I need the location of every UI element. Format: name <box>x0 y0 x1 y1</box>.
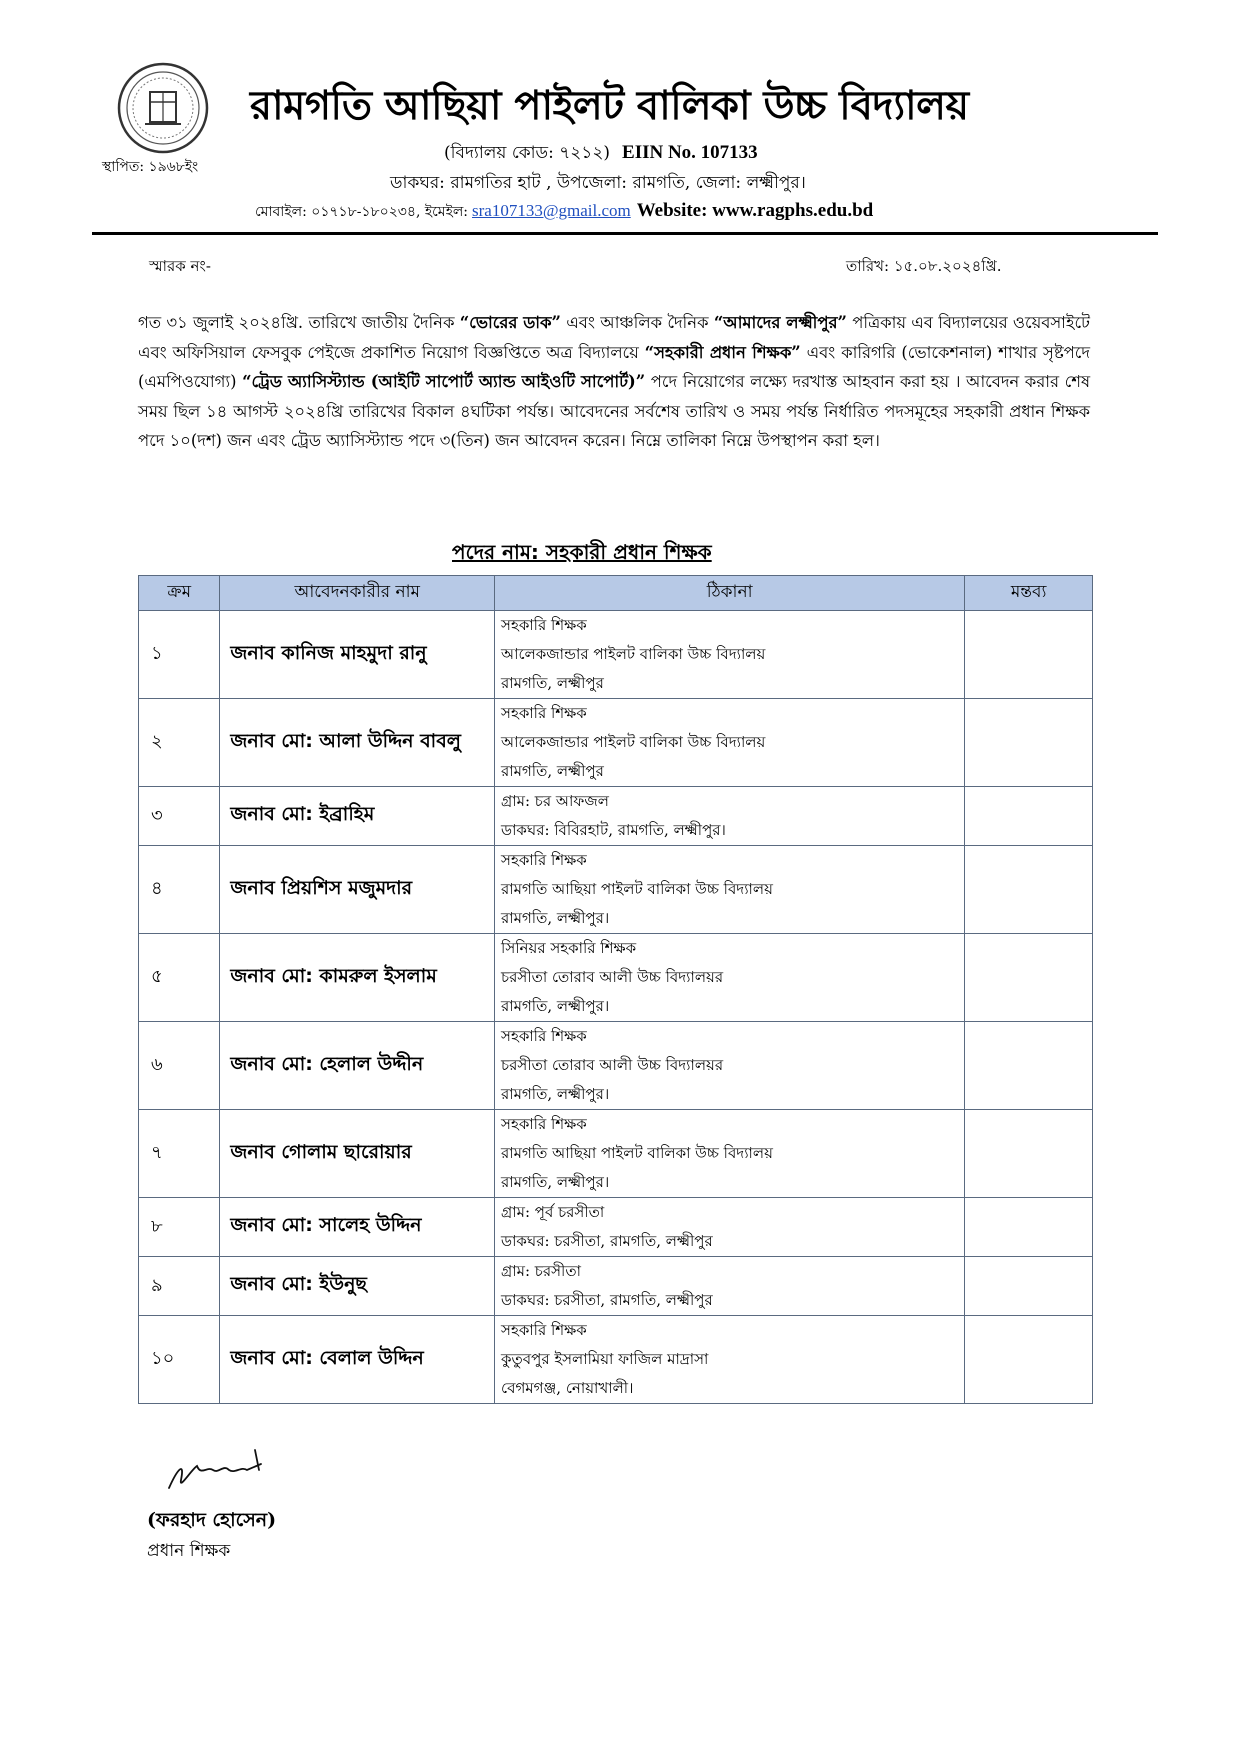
row-remarks <box>965 611 1093 699</box>
column-header-name: আবেদনকারীর নাম <box>220 576 495 611</box>
contact-prefix: মোবাইল: ০১৭১৮-১৮০২৩৪, ইমেইল: <box>255 204 469 220</box>
applicant-address <box>495 1257 965 1316</box>
applicant-address <box>495 1316 965 1404</box>
table-row <box>139 699 1093 787</box>
post-assistant-head: “সহকারী প্রধান শিক্ষক” <box>644 342 801 362</box>
table-row <box>139 1022 1093 1110</box>
applicant-address <box>495 787 965 846</box>
row-remarks <box>965 1022 1093 1110</box>
notice-paragraph <box>138 308 1090 456</box>
row-serial: ৯ <box>139 1257 220 1316</box>
applicant-address <box>495 934 965 1022</box>
address-line: আলেকজান্ডার পাইলট বালিকা উচ্চ বিদ্যালয় <box>501 645 766 663</box>
row-serial: ২ <box>139 699 220 787</box>
address-line: গ্রাম: পূর্ব চরসীতা <box>501 1203 605 1221</box>
row-serial: ৫ <box>139 934 220 1022</box>
newspaper-2: “আমাদের লক্ষ্মীপুর” <box>713 313 847 332</box>
contact-line <box>255 200 873 224</box>
applicant-name: জনাব মো: কামরুল ইসলাম <box>220 934 495 1022</box>
address-line: সহকারি শিক্ষক <box>501 1115 587 1133</box>
applicant-name: জনাব প্রিয়শিস মজুমদার <box>220 846 495 934</box>
address-line: চরসীতা তোরাব আলী উচ্চ বিদ্যালয়র <box>501 1056 724 1074</box>
table-row <box>139 1257 1093 1316</box>
table-row <box>139 787 1093 846</box>
address-line: ডাকঘর: বিবিরহাট, রামগতি, লক্ষ্মীপুর। <box>501 821 726 839</box>
school-name: রামগতি আছিয়া পাইলট বালিকা উচ্চ বিদ্যালয় <box>250 83 969 129</box>
column-header-address: ঠিকানা <box>495 576 965 611</box>
row-serial: ৮ <box>139 1198 220 1257</box>
table-row <box>139 1316 1093 1404</box>
table-row <box>139 611 1093 699</box>
body-text-part: পদে নিয়োগের লক্ষ্যে দরখাস্ত আহবান করা হয় । আবেদন করার শেষ সময় ছিল ১৪ আগস্ট ২০২৪খ্রি তারিখের বিকাল ৪ঘটিকা পর্যন্ত। আবেদনের সর্বশেষ তারিখ ও সময় পর্যন্ত নির্ধারিত পদসমূহের সহকারী প্রধান শিক্ষক পদে ১০(দশ) জন এবং ট্রেড অ্যাসিস্ট্যান্ড পদে ৩(তিন) জন আবেদন করেন। নিম্নে তালিকা নিম্নে উপস্থাপন করা হল। <box>138 372 1090 450</box>
signatory-title: প্রধান শিক্ষক <box>147 1541 231 1561</box>
column-header-serial: ক্রম <box>139 576 220 611</box>
signatory-name: (ফরহাদ হোসেন) <box>147 1509 277 1531</box>
row-remarks <box>965 846 1093 934</box>
school-address: ডাকঘর: রামগতির হাট , উপজেলা: রামগতি, জেলা: লক্ষ্মীপুর। <box>390 173 806 193</box>
row-serial: ১০ <box>139 1316 220 1404</box>
address-line: রামগতি, লক্ষ্মীপুর। <box>501 997 610 1015</box>
school-code-line <box>444 140 758 168</box>
email-link[interactable]: sra107133@gmail.com <box>472 201 631 220</box>
address-line: কুতুবপুর ইসলামিয়া ফাজিল মাদ্রাসা <box>501 1350 709 1368</box>
address-line: সহকারি শিক্ষক <box>501 1321 587 1339</box>
address-line: সিনিয়র সহকারি শিক্ষক <box>501 939 637 957</box>
address-line: সহকারি শিক্ষক <box>501 851 587 869</box>
address-line: বেগমগঞ্জ, নোয়াখালী। <box>501 1379 634 1397</box>
applicant-address <box>495 611 965 699</box>
applicant-address <box>495 699 965 787</box>
address-line: রামগতি, লক্ষ্মীপুর <box>501 674 604 692</box>
table-title: পদের নাম: সহকারী প্রধান শিক্ষক <box>452 540 712 564</box>
row-serial: ১ <box>139 611 220 699</box>
table-body <box>139 611 1093 1404</box>
website-text: Website: www.ragphs.edu.bd <box>636 200 874 221</box>
memo-date: তারিখ: ১৫.০৮.২০২৪খ্রি. <box>846 257 1002 275</box>
row-remarks <box>965 787 1093 846</box>
row-remarks <box>965 699 1093 787</box>
row-serial: ৩ <box>139 787 220 846</box>
body-text-part: পত্রিকায় এব বিদ্যালয়ের ওয়েবসাইটে এবং অফিসিয়াল ফেসবুক পেইজে প্রকাশিত নিয়োগ বিজ্ঞপ্তিতে অত্র বিদ্যালয়ে <box>138 313 1090 362</box>
applicant-name: জনাব মো: আলা উদ্দিন বাবলু <box>220 699 495 787</box>
signature-mark <box>163 1440 283 1500</box>
header-divider <box>92 232 1158 235</box>
address-line: গ্রাম: চর আফজল <box>501 792 609 810</box>
applicant-name: জনাব মো: বেলাল উদ্দিন <box>220 1316 495 1404</box>
body-text-part: গত ৩১ জুলাই ২০২৪খ্রি. তারিখে জাতীয় দৈনিক <box>138 313 460 332</box>
row-remarks <box>965 1257 1093 1316</box>
post-trade-assistant: “ট্রেড অ্যাসিস্ট্যান্ড (আইটি সাপোর্ট অ্যান্ড আইওটি সাপোর্ট)” <box>242 372 646 391</box>
applicant-name: জনাব গোলাম ছারোয়ার <box>220 1110 495 1198</box>
address-line: সহকারি শিক্ষক <box>501 616 587 634</box>
eiin-number: EIIN No. 107133 <box>622 142 758 163</box>
applicant-name: জনাব মো: ইউনুছ <box>220 1257 495 1316</box>
address-line: রামগতি, লক্ষ্মীপুর। <box>501 1173 610 1191</box>
row-remarks <box>965 1110 1093 1198</box>
school-seal-icon <box>117 62 209 154</box>
row-remarks <box>965 1316 1093 1404</box>
table-row <box>139 1198 1093 1257</box>
applicant-name: জনাব মো: হেলাল উদ্দীন <box>220 1022 495 1110</box>
body-text-part: এবং কারিগরি (ভোকেশনাল) শাখার সৃষ্টপদে (এমপিওযোগ্য) <box>138 342 1090 391</box>
address-line: সহকারি শিক্ষক <box>501 704 587 722</box>
table-header-row <box>139 576 1093 611</box>
table-row <box>139 846 1093 934</box>
applicant-address <box>495 1110 965 1198</box>
row-serial: ৬ <box>139 1022 220 1110</box>
memo-number: স্মারক নং- <box>149 257 211 275</box>
address-line: রামগতি, লক্ষ্মীপুর। <box>501 909 610 927</box>
address-line: চরসীতা তোরাব আলী উচ্চ বিদ্যালয়র <box>501 968 724 986</box>
table-row <box>139 1110 1093 1198</box>
address-line: ডাকঘর: চরসীতা, রামগতি, লক্ষ্মীপুর <box>501 1291 713 1309</box>
established-year: স্থাপিত: ১৯৬৮ইং <box>102 159 199 175</box>
address-line: গ্রাম: চরসীতা <box>501 1262 581 1280</box>
applicant-name: জনাব মো: ইব্রাহিম <box>220 787 495 846</box>
row-remarks <box>965 1198 1093 1257</box>
table-row <box>139 934 1093 1022</box>
school-code: (বিদ্যালয় কোড: ৭২১২) <box>444 143 611 163</box>
body-text-part: এবং আঞ্চলিক দৈনিক <box>560 313 714 332</box>
applicant-address <box>495 846 965 934</box>
applicants-table <box>138 575 1093 1404</box>
address-line: ডাকঘর: চরসীতা, রামগতি, লক্ষ্মীপুর <box>501 1232 713 1250</box>
address-line: আলেকজান্ডার পাইলট বালিকা উচ্চ বিদ্যালয় <box>501 733 766 751</box>
row-serial: ৭ <box>139 1110 220 1198</box>
column-header-remarks: মন্তব্য <box>965 576 1093 611</box>
address-line: রামগতি আছিয়া পাইলট বালিকা উচ্চ বিদ্যালয় <box>501 1144 773 1162</box>
row-serial: ৪ <box>139 846 220 934</box>
address-line: রামগতি আছিয়া পাইলট বালিকা উচ্চ বিদ্যালয় <box>501 880 773 898</box>
applicant-name: জনাব কানিজ মাহমুদা রানু <box>220 611 495 699</box>
applicant-name: জনাব মো: সালেহ উদ্দিন <box>220 1198 495 1257</box>
applicant-address <box>495 1022 965 1110</box>
address-line: সহকারি শিক্ষক <box>501 1027 587 1045</box>
address-line: রামগতি, লক্ষ্মীপুর। <box>501 1085 610 1103</box>
applicant-address <box>495 1198 965 1257</box>
address-line: রামগতি, লক্ষ্মীপুর <box>501 762 604 780</box>
row-remarks <box>965 934 1093 1022</box>
newspaper-1: “ভোরের ডাক” <box>459 313 561 332</box>
